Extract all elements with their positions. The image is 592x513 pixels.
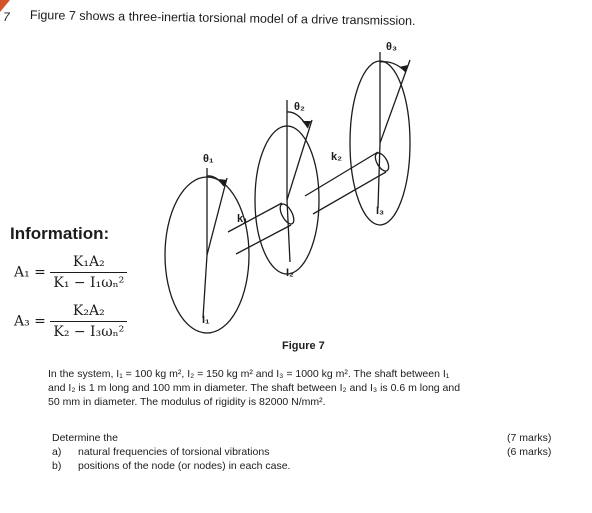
angle-arc-2 [287,112,308,128]
I2-label: I₂ [286,267,294,279]
item-b-text: positions of the node (or nodes) in each case. [78,460,291,472]
shaft-k1 [228,203,291,254]
radius-1 [207,178,227,255]
shaft-k2 [305,152,386,214]
eq1-numerator: K₁A₂ [50,254,127,273]
theta3-label: θ₃ [386,41,398,53]
item-a-label: a) [52,446,62,458]
eq2-fraction [50,303,127,340]
eq1-denominator: K₁ − I₁ωₙ² [53,275,125,291]
problem-paragraph: In the system, I₁ = 100 kg m², I₂ = 150 kg m² and I₃ = 1000 kg m². The shaft between I₁ and I₂ is 1 m long and 100 mm in diameter. The shaft between I₂ and I₃ is 0.6 m long and 50 mm in diameter. The modulus of rigidity is 82000 N/mm². [48,368,461,408]
question-item-a [52,446,269,458]
eq2-numerator: K₂A₂ [50,303,127,322]
eq2-lhs: A₃ = [14,313,46,330]
shaft-k2-end [373,151,392,173]
radial-mark-1 [203,255,207,318]
eq2-denominator: K₂ − I₃ωₙ² [53,324,125,340]
figure-caption: Figure 7 [282,340,325,352]
I1-label: I₁ [202,314,210,326]
eq1-lhs: A₁ = [14,264,46,281]
theta2-label: θ₂ [294,101,305,113]
item-a-text: natural frequencies of torsional vibrations [78,446,270,458]
theta1-label: θ₁ [203,153,214,165]
equation-a3 [14,303,127,340]
question-intro: Figure 7 shows a three-inertia torsional model of a drive transmission. [29,8,416,29]
information-title: Information: [10,224,110,243]
k2-label: k₂ [331,151,343,163]
marks-b: (6 marks) [507,446,552,458]
question-item-b [52,460,290,472]
determine-heading: Determine the [52,432,118,444]
marks-a: (7 marks) [507,432,552,444]
k1-label: k₁ [237,213,248,225]
question-number: 7 [3,10,10,24]
I3-label: I₃ [376,205,385,217]
equation-a1 [14,254,127,291]
eq1-fraction [50,254,127,291]
item-b-label: b) [52,460,62,472]
